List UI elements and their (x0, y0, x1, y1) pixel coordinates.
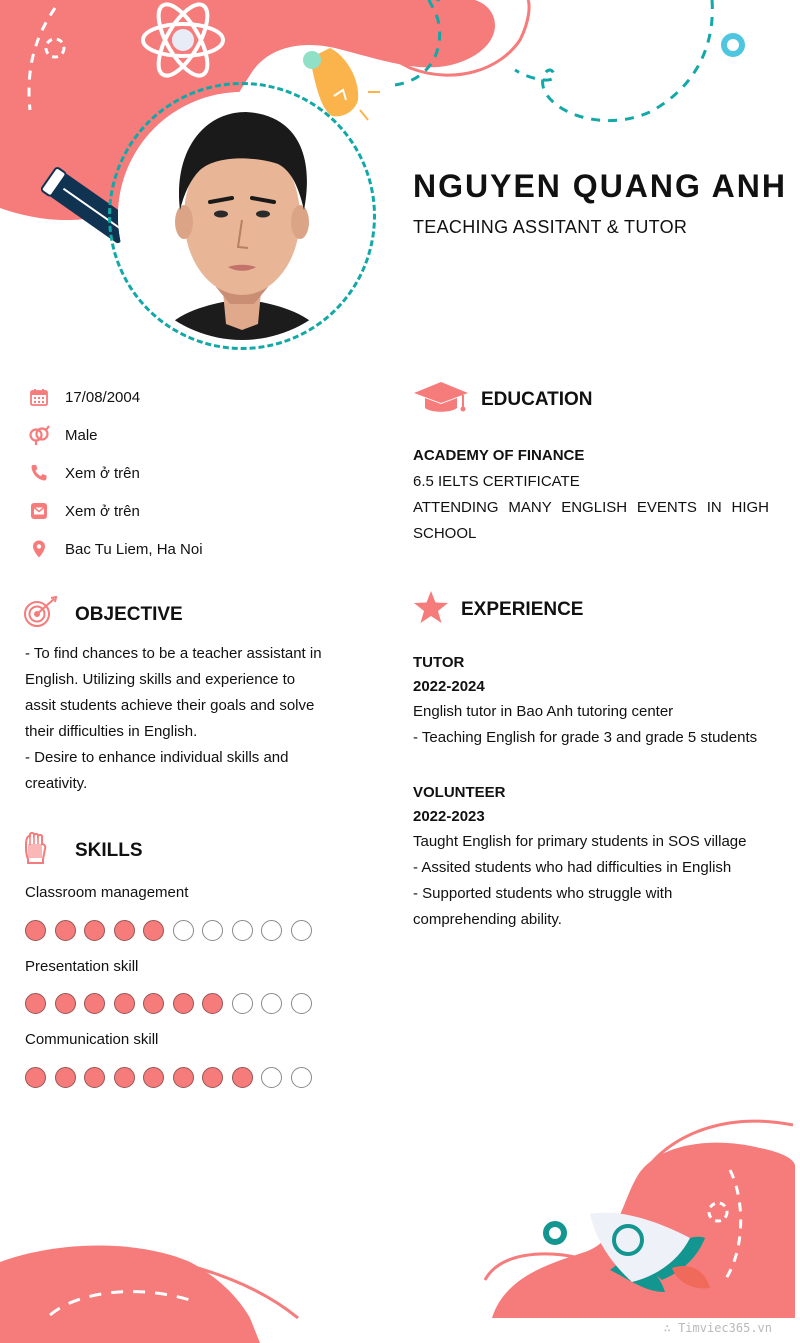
rating-dot-filled (143, 920, 164, 941)
objective-line: - To find chances to be a teacher assistant in English. Utilizing skills and experience to assit students achieve their goals and solve their difficulties in English. (25, 645, 322, 740)
teal-ring (724, 36, 742, 54)
experience-item (413, 651, 783, 751)
experience-heading: EXPERIENCE (461, 598, 584, 620)
teal-ring (546, 1224, 564, 1242)
bottom-left-blob (0, 1246, 260, 1343)
experience-role: VOLUNTEER (413, 784, 506, 801)
skill-rating-dots (25, 920, 320, 941)
skill-name: Classroom management (25, 884, 189, 901)
experience-period: 2022-2024 (413, 678, 485, 695)
birthdate-text: 17/08/2004 (65, 388, 141, 406)
experience-period: 2022-2023 (413, 808, 485, 825)
phone-icon (28, 462, 50, 484)
education-heading: EDUCATION (481, 388, 593, 410)
experience-line: English tutor in Bao Anh tutoring center (413, 703, 674, 720)
experience-line: Taught English for primary students in SOS village (413, 833, 747, 850)
education-heading-row (413, 380, 593, 419)
phone-text: Xem ở trên (65, 464, 140, 482)
rating-dot-empty (173, 920, 194, 941)
rating-dot-filled (25, 920, 46, 941)
objective-heading-row (23, 596, 183, 633)
skill-name: Communication skill (25, 1031, 159, 1048)
rating-dot-filled (143, 993, 164, 1014)
objective-line: - Desire to enhance individual skills and creativity. (25, 749, 289, 792)
skill-rating-dots (25, 993, 320, 1014)
rating-dot-filled (143, 1067, 164, 1088)
graduation-cap-icon (413, 380, 469, 419)
dashed-trail (515, 0, 712, 121)
rating-dot-filled (114, 1067, 135, 1088)
school-name: ACADEMY OF FINANCE (413, 447, 585, 464)
education-line: ATTENDING MANY ENGLISH EVENTS IN HIGH SCHOOL (413, 499, 769, 542)
email-icon (28, 500, 50, 522)
star-icon (413, 590, 449, 629)
rating-dot-empty (261, 993, 282, 1014)
email-text: Xem ở trên (65, 502, 140, 520)
experience-line: - Supported students who struggle with comprehending ability. (413, 885, 673, 928)
objective-heading: OBJECTIVE (75, 603, 183, 625)
rating-dot-filled (84, 993, 105, 1014)
rating-dot-filled (202, 1067, 223, 1088)
info-row-birthdate (28, 385, 140, 409)
info-row-email (28, 499, 140, 523)
calendar-icon (28, 386, 50, 408)
rating-dot-filled (232, 1067, 253, 1088)
raised-fist-icon (23, 832, 49, 869)
skills-heading: SKILLS (75, 839, 143, 861)
info-row-gender (28, 423, 98, 447)
experience-line: - Teaching English for grade 3 and grade 5 students (413, 729, 758, 746)
rating-dot-empty (291, 993, 312, 1014)
rating-dot-filled (114, 920, 135, 941)
skill-rating-dots (25, 1067, 320, 1088)
rating-dot-filled (55, 993, 76, 1014)
experience-heading-row (413, 590, 583, 629)
rating-dot-filled (173, 1067, 194, 1088)
watermark: ∴ Timviec365.vn (663, 1321, 772, 1335)
rating-dot-filled (25, 1067, 46, 1088)
skill-name: Presentation skill (25, 958, 139, 975)
objective-text (25, 641, 325, 797)
rating-dot-empty (261, 920, 282, 941)
gender-icon (28, 424, 50, 446)
gender-text: Male (65, 426, 98, 444)
skills-heading-row (23, 832, 143, 869)
rating-dot-empty (202, 920, 223, 941)
rating-dot-filled (173, 993, 194, 1014)
job-title: TEACHING ASSITANT & TUTOR (413, 217, 688, 237)
candidate-name: NGUYEN QUANG ANH (413, 168, 787, 204)
rating-dot-empty (232, 920, 253, 941)
target-icon (23, 596, 59, 633)
education-line: 6.5 IELTS CERTIFICATE (413, 473, 580, 490)
rating-dot-filled (114, 993, 135, 1014)
profile-photo (118, 92, 366, 340)
watermark-text: Timviec365.vn (678, 1321, 772, 1335)
info-row-address (28, 537, 203, 561)
rating-dot-empty (232, 993, 253, 1014)
rating-dot-filled (25, 993, 46, 1014)
experience-item (413, 781, 783, 933)
rating-dot-filled (84, 920, 105, 941)
education-details (413, 443, 769, 547)
rating-dot-filled (55, 920, 76, 941)
address-text: Bac Tu Liem, Ha Noi (65, 540, 203, 558)
location-pin-icon (28, 538, 50, 560)
portrait-illustration (118, 92, 366, 340)
info-row-phone (28, 461, 140, 485)
rating-dot-filled (55, 1067, 76, 1088)
experience-role: TUTOR (413, 654, 465, 671)
rating-dot-empty (291, 1067, 312, 1088)
rating-dot-filled (202, 993, 223, 1014)
rating-dot-empty (261, 1067, 282, 1088)
rating-dot-empty (291, 920, 312, 941)
rating-dot-filled (84, 1067, 105, 1088)
experience-line: - Assited students who had difficulties in English (413, 859, 732, 876)
